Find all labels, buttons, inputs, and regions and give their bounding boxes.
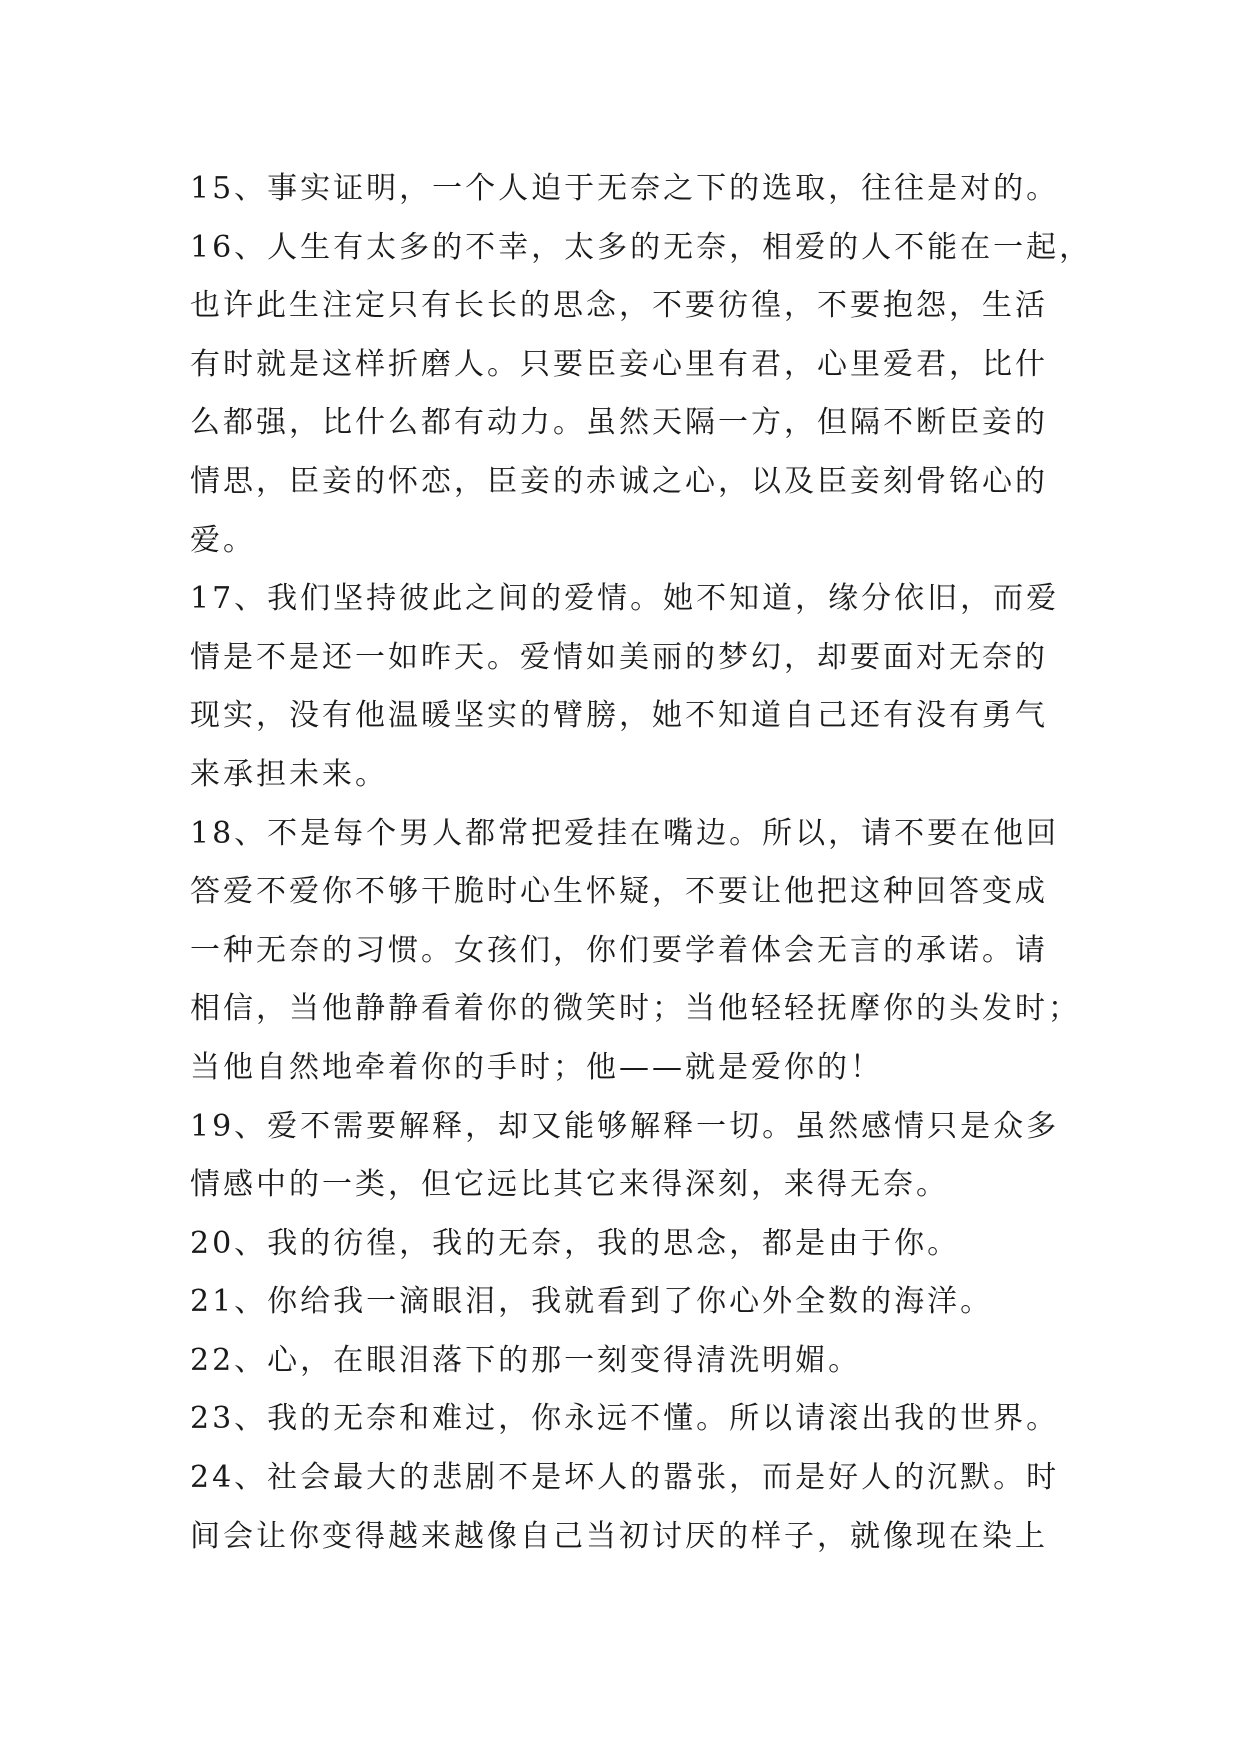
text-line: 相信，当他静静看着你的微笑时；当他轻轻抚摩你的头发时； bbox=[190, 991, 1081, 1027]
text-line: 爱。 bbox=[190, 522, 256, 558]
text-line: 现实，没有他温暖坚实的臂膀，她不知道自己还有没有勇气 bbox=[190, 698, 1048, 734]
text-line: 21、你给我一滴眼泪，我就看到了你心外全数的海洋。 bbox=[190, 1284, 994, 1320]
text-line: 23、我的无奈和难过，你永远不懂。所以请滚出我的世界。 bbox=[190, 1401, 1060, 1437]
text-line: 答爱不爱你不够干脆时心生怀疑，不要让他把这种回答变成 bbox=[190, 874, 1048, 910]
text-line: 20、我的彷徨，我的无奈，我的思念，都是由于你。 bbox=[190, 1225, 961, 1261]
text-line: 有时就是这样折磨人。只要臣妾心里有君，心里爱君，比什 bbox=[190, 346, 1048, 382]
text-line: 间会让你变得越来越像自己当初讨厌的样子，就像现在染上 bbox=[190, 1518, 1048, 1554]
text-line: 么都强，比什么都有动力。虽然天隔一方，但隔不断臣妾的 bbox=[190, 405, 1048, 441]
text-line: 情是不是还一如昨天。爱情如美丽的梦幻，却要面对无奈的 bbox=[190, 639, 1048, 675]
text-line: 一种无奈的习惯。女孩们，你们要学着体会无言的承诺。请 bbox=[190, 932, 1048, 968]
text-line: 也许此生注定只有长长的思念，不要彷徨，不要抱怨，生活 bbox=[190, 288, 1048, 324]
text-line: 情感中的一类，但它远比其它来得深刻，来得无奈。 bbox=[190, 1167, 949, 1203]
text-line: 17、我们坚持彼此之间的爱情。她不知道，缘分依旧，而爱 bbox=[190, 581, 1060, 617]
document-body bbox=[190, 160, 1093, 1566]
text-line: 22、心，在眼泪落下的那一刻变得清洗明媚。 bbox=[190, 1342, 862, 1378]
text-line: 16、人生有太多的不幸，太多的无奈，相爱的人不能在一起， bbox=[190, 229, 1093, 265]
text-line: 19、爱不需要解释，却又能够解释一切。虽然感情只是众多 bbox=[190, 1108, 1060, 1144]
text-line: 15、事实证明，一个人迫于无奈之下的选取，往往是对的。 bbox=[190, 171, 1060, 206]
text-line: 当他自然地牵着你的手时；他——就是爱你的！ bbox=[190, 1049, 883, 1085]
text-line: 情思，臣妾的怀恋，臣妾的赤诚之心，以及臣妾刻骨铭心的 bbox=[190, 463, 1048, 499]
text-line: 18、不是每个男人都常把爱挂在嘴边。所以，请不要在他回 bbox=[190, 815, 1060, 851]
text-line: 24、社会最大的悲剧不是坏人的嚣张，而是好人的沉默。时 bbox=[190, 1460, 1060, 1496]
text-line: 来承担未来。 bbox=[190, 756, 388, 792]
